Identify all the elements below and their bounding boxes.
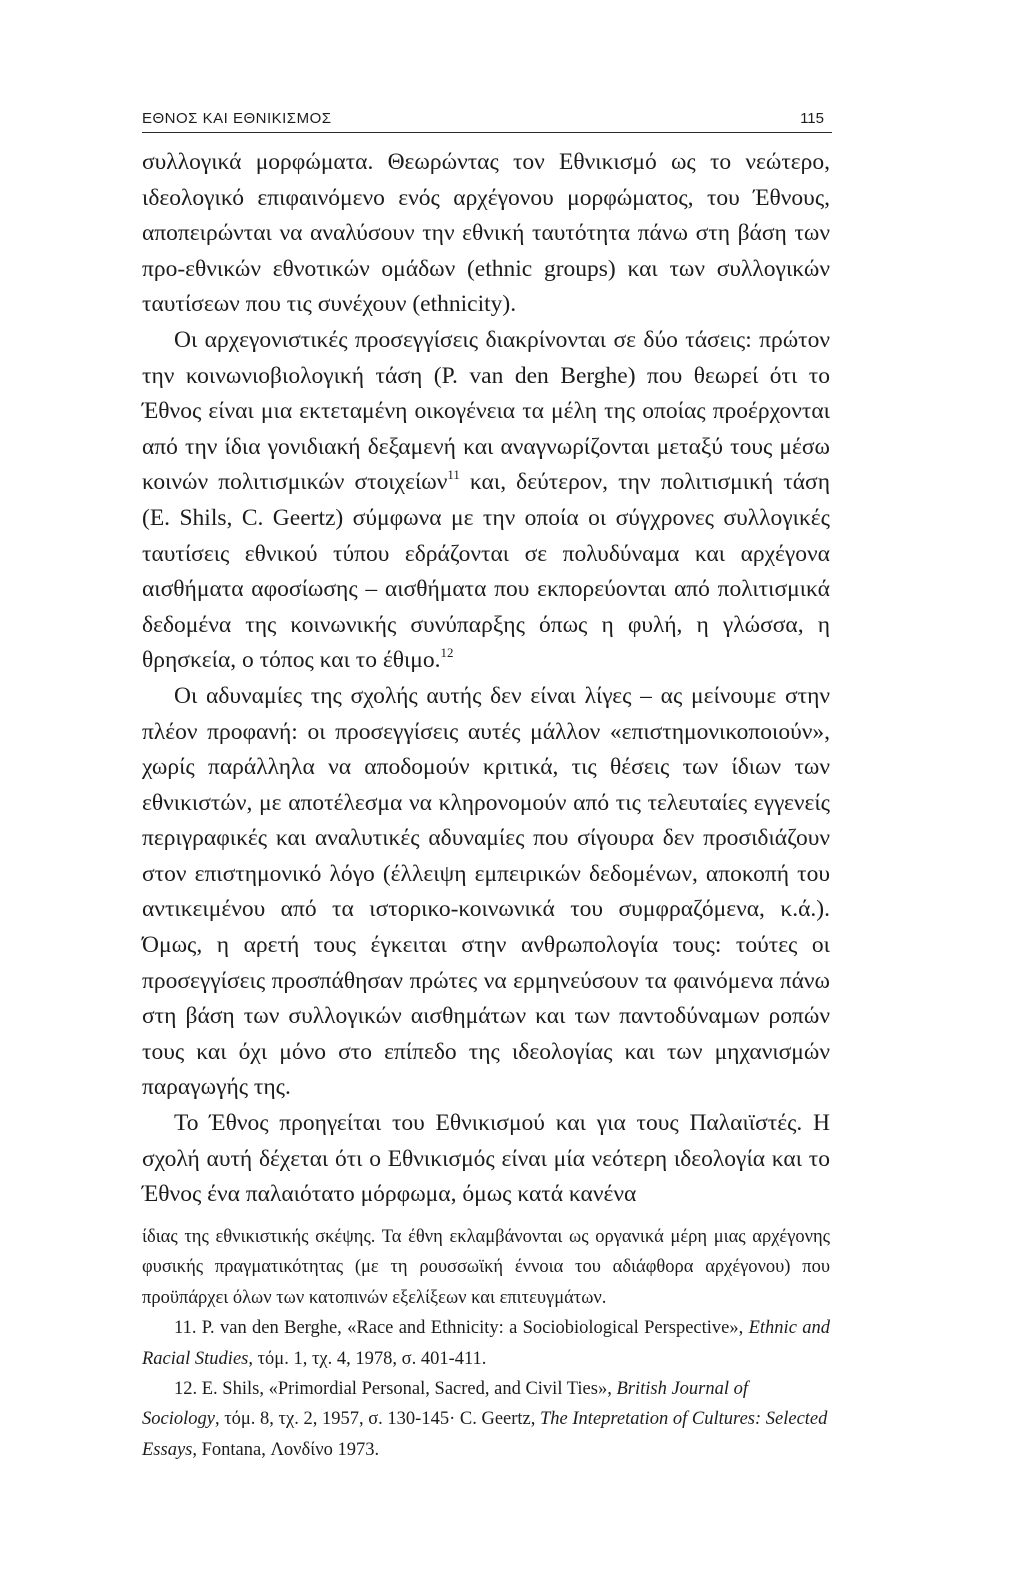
footnote-11-text-b: , τόμ. 1, τχ. 4, 1978, σ. 401-411. xyxy=(248,1348,487,1369)
footnote-12-text-a: 12. E. Shils, «Primordial Personal, Sacred, and Civil Ties», xyxy=(174,1379,617,1400)
footnote-12 xyxy=(142,1374,830,1465)
paragraph-2-part-a: Οι αρχεγονιστικές προσεγγίσεις διακρίνονται σε δύο τάσεις: πρώτον την κοινωνιοβιολογική τάση (P. van den Berghe) που θεωρεί ότι το Έθνος είναι μια εκτεταμένη οικογένεια τα μέλη της οποίας προέρχονται από την ίδια γονιδιακή δεξαμενή και αναγνωρίζονται μεταξύ τους μέσω κοινών πολιτισμικών στοιχείων xyxy=(142,326,830,496)
footnote-continuation: ίδιας της εθνικιστικής σκέψης. Τα έθνη εκλαμβάνονται ως οργανικά μέρη μιας αρχέγονης φυσικής πραγματικότητας (με τη ρουσσωϊκή έννοια του αδιάφθορα αρχέγονου) που προϋπάρχει όλων των κατοπινών εξελίξεων και επιτευγμάτων. xyxy=(142,1227,830,1308)
running-header xyxy=(142,106,832,133)
paragraph-4: Το Έθνος προηγείται του Εθνικισμού και για τους Παλαιϊστές. Η σχολή αυτή δέχεται ότι ο Εθνικισμός είναι μία νεότερη ιδεολογία και το Έθνος ένα παλαιότατο μόρφωμα, όμως κατά κανένα xyxy=(142,1110,830,1208)
paragraph-3: Οι αδυναμίες της σχολής αυτής δεν είναι λίγες – ας μείνουμε στην πλέον προφανή: οι προσεγγίσεις αυτές μάλλον «επιστημονικοποιούν», χωρίς παράλληλα να αποδομούν κριτικά, τις θέσεις των ίδιων των εθνικιστών, με αποτέλεσμα να κληρονομούν από τις τελευταίες εγγενείς περιγραφικές και αναλυτικές αδυναμίες που σίγουρα δεν προσιδιάζουν στον επιστημονικό λόγο (έλλειψη εμπειρικών δεδομένων, αποκοπή του αντικειμένου από τα ιστορικο-κοινωνικά του συμφραζόμενα, κ.ά.). Όμως, η αρετή τους έγκειται στην ανθρωπολογία τους: τούτες οι προσεγγίσεις προσπάθησαν πρώτες να ερμηνεύσουν τα φαινόμενα πάνω στη βάση των συλλογικών αισθημάτων και των παντοδύναμων ροπών τους και όχι μόνο στο επίπεδο της ιδεολογίας και των μηχανισμών παραγωγής της. xyxy=(142,682,830,1101)
paragraph-2-part-b: και, δεύτερον, την πολιτισμική τάση (E. Shils, C. Geertz) σύμφωνα με την οποία οι σύγχρονες συλλογικές ταυτίσεις εθνικού τύπου εδράζονται σε πολυδύναμα και αρχέγονα αισθήματα αφοσίωσης – αισθήματα που εκπορεύονται από πολιτισμικά δεδομένα της κοινωνικής συνύπαρξης όπως η φυλή, η γλώσσα, η θρησκεία, ο τόπος και το έθιμο. xyxy=(142,469,830,674)
footnote-12-journal: British Journal of Sociology xyxy=(142,1379,749,1430)
footnote-12-text-c: , Fontana, Λονδίνο 1973. xyxy=(192,1439,380,1460)
footnote-ref-11[interactable]: 11 xyxy=(447,466,460,482)
footnote-ref-12[interactable]: 12 xyxy=(440,644,454,660)
footnote-11-journal: Ethnic and Racial Studies xyxy=(142,1318,830,1369)
footnote-11-text-a: 11. P. van den Berghe, «Race and Ethnicity: a Sociobiological Perspective», xyxy=(174,1318,749,1339)
footnote-12-text-b: , τόμ. 8, τχ. 2, 1957, σ. 130-145· C. Geertz, xyxy=(214,1409,541,1430)
footnote-12-book: The Intepretation of Cultures: Selected Essays xyxy=(142,1409,828,1460)
running-title: ΕΘΝΟΣ ΚΑΙ ΕΘΝΙΚΙΣΜΟΣ xyxy=(142,110,332,127)
footnote-11 xyxy=(142,1313,830,1374)
paragraph-1: συλλογικά μορφώματα. Θεωρώντας τον Εθνικισμό ως το νεώτερο, ιδεολογικό επιφαινόμενο ενός αρχέγονου μορφώματος, του Έθνους, αποπειρώνται να αναλύσουν την εθνική ταυτότητα πάνω στη βάση των προ-εθνικών εθνοτικών ομάδων (ethnic groups) και των συλλογικών ταυτίσεων που τις συνέχουν (ethnicity). xyxy=(142,149,830,318)
paragraph-2 xyxy=(142,323,830,679)
main-text xyxy=(142,145,830,1213)
page-number: 115 xyxy=(800,110,824,127)
footnotes xyxy=(142,1222,830,1465)
